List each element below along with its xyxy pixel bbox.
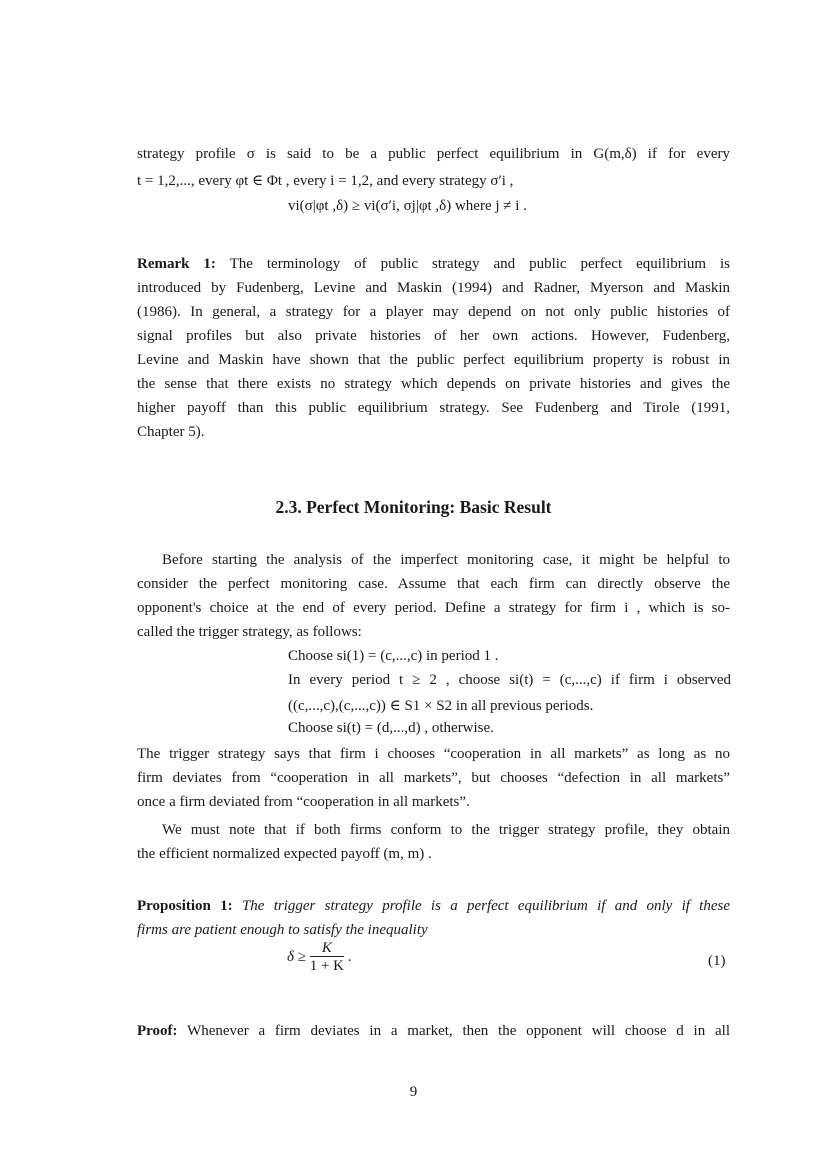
para3-line-2: the efficient normalized expected payoff (m, m) . bbox=[137, 846, 432, 862]
para1-line-1: Before starting the analysis of the imperfect monitoring case, it might be helpful to bbox=[162, 552, 730, 568]
strategy-line-3: ((c,...,c),(c,...,c)) ∈ S1 × S2 in all previous periods. bbox=[288, 698, 594, 714]
remark-line-2: introduced by Fudenberg, Levine and Maskin (1994) and Radner, Myerson and Maskin bbox=[137, 280, 730, 296]
para1-line-4: called the trigger strategy, as follows: bbox=[137, 624, 362, 640]
definition-line-2: t = 1,2,..., every φt ∈ Φt , every i = 1,2, and every strategy σ′i , bbox=[137, 173, 514, 189]
remark-text-1: The terminology of public strategy and public perfect equilibrium is bbox=[229, 256, 731, 272]
remark-line-6: the sense that there exists no strategy which depends on private histories and gives the bbox=[137, 376, 730, 392]
proposition-line-2: firms are patient enough to satisfy the inequality bbox=[137, 922, 428, 938]
remark-line-1 bbox=[137, 256, 730, 273]
remark-line-8: Chapter 5). bbox=[137, 424, 205, 440]
inequality-fraction bbox=[310, 940, 344, 975]
inequality-1 bbox=[287, 940, 352, 975]
definition-line-1: strategy profile σ is said to be a public perfect equilibrium in G(m,δ) if for every bbox=[137, 146, 730, 162]
strategy-line-2: In every period t ≥ 2 , choose si(t) = (c,...,c) if firm i observed bbox=[288, 672, 731, 688]
fraction-denominator: 1 + K bbox=[309, 958, 345, 974]
fraction-numerator: K bbox=[310, 940, 344, 957]
inequality-lhs: δ ≥ bbox=[287, 948, 306, 965]
strategy-line-4: Choose si(t) = (d,...,d) , otherwise. bbox=[288, 720, 494, 736]
proof-label: Proof: bbox=[137, 1023, 178, 1039]
proposition-label: Proposition 1: bbox=[137, 898, 233, 914]
para1-line-2: consider the perfect monitoring case. Assume that each firm can directly observe the bbox=[137, 576, 730, 592]
equation-number: (1) bbox=[708, 953, 726, 969]
remark-line-3: (1986). In general, a strategy for a player may depend on not only public histories of bbox=[137, 304, 730, 320]
para3-line-1: We must note that if both firms conform to the trigger strategy profile, they obtain bbox=[162, 822, 730, 838]
para2-line-3: once a firm deviated from “cooperation in all markets”. bbox=[137, 794, 470, 810]
section-heading: 2.3. Perfect Monitoring: Basic Result bbox=[275, 497, 552, 517]
remark-line-7: higher payoff than this public equilibrium strategy. See Fudenberg and Tirole (1991, bbox=[137, 400, 730, 416]
definition-inequality: vi(σ|φt ,δ) ≥ vi(σ′i, σj|φt ,δ) where j ≠ i . bbox=[288, 198, 527, 214]
proof-text-1: Whenever a firm deviates in a market, then the opponent will choose d in all bbox=[187, 1023, 730, 1039]
para2-line-2: firm deviates from “cooperation in all markets”, but chooses “defection in all markets” bbox=[137, 770, 730, 786]
remark-label: Remark 1: bbox=[137, 256, 216, 272]
remark-line-5: Levine and Maskin have shown that the public perfect equilibrium property is robust in bbox=[137, 352, 730, 368]
proposition-text-1: The trigger strategy profile is a perfect equilibrium if and only if these bbox=[241, 898, 730, 914]
para1-line-3: opponent's choice at the end of every period. Define a strategy for firm i , which is so- bbox=[137, 600, 730, 616]
page-number: 9 bbox=[409, 1084, 418, 1100]
remark-line-4: signal profiles but also private histories of her own actions. However, Fudenberg, bbox=[137, 328, 730, 344]
para2-line-1: The trigger strategy says that firm i chooses “cooperation in all markets” as long as no bbox=[137, 746, 730, 762]
inequality-tail: . bbox=[347, 948, 352, 965]
proposition-line-1 bbox=[137, 898, 730, 915]
proof-line-1 bbox=[137, 1023, 730, 1040]
strategy-line-1: Choose si(1) = (c,...,c) in period 1 . bbox=[288, 648, 499, 664]
